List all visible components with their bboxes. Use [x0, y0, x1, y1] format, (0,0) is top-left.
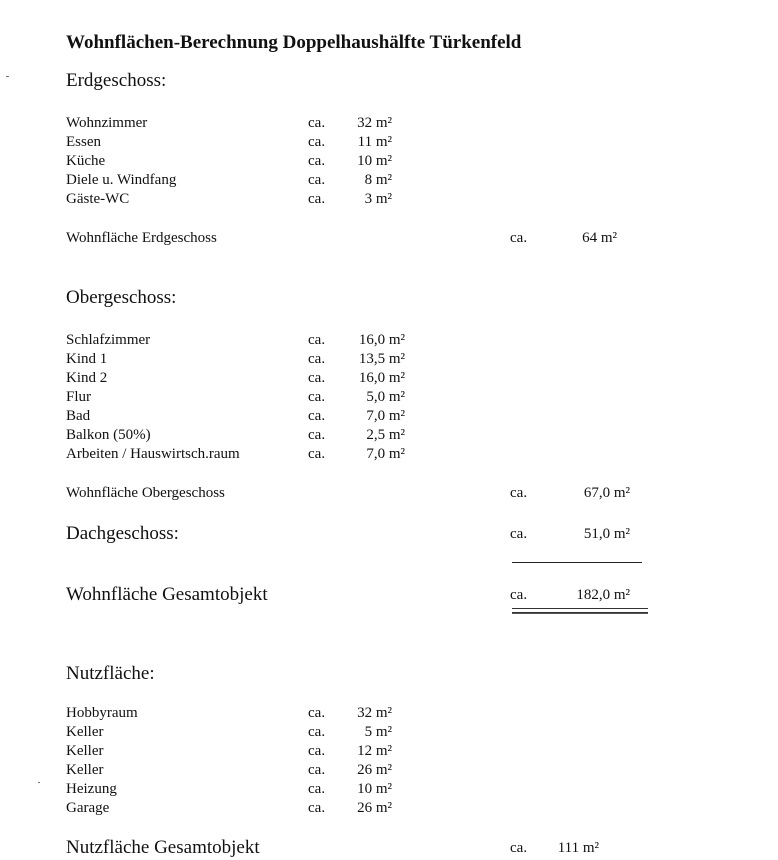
subtotal-label-obergeschoss: Wohnfläche Obergeschoss	[66, 485, 225, 501]
room-area: 3 m²	[364, 191, 392, 207]
sum-underline	[512, 562, 642, 563]
document-title: Wohnflächen-Berechnung Doppelhaushälfte Türkenfeld	[66, 32, 522, 53]
room-area: 32 m²	[357, 115, 392, 131]
room-area: 10 m²	[357, 153, 392, 169]
approx-label: ca.	[308, 762, 326, 778]
room-label: Keller	[66, 724, 104, 740]
room-label: Bad	[66, 408, 91, 424]
room-label: Diele u. Windfang	[66, 172, 177, 188]
room-area: 2,5 m²	[366, 427, 405, 443]
subtotal-value-erdgeschoss: 64 m²	[582, 230, 617, 246]
room-label: Arbeiten / Hauswirtsch.raum	[66, 446, 240, 462]
approx-label: ca.	[510, 485, 528, 501]
approx-label: ca.	[308, 191, 326, 207]
approx-label: ca.	[308, 724, 326, 740]
section-heading-erdgeschoss: Erdgeschoss:	[66, 70, 167, 91]
room-label: Flur	[66, 389, 92, 405]
room-label: Gäste-WC	[66, 191, 130, 207]
approx-label: ca.	[308, 351, 326, 367]
approx-label: ca.	[308, 743, 326, 759]
approx-label: ca.	[308, 427, 326, 443]
room-label: Garage	[66, 800, 110, 816]
total-double-underline	[512, 608, 648, 613]
approx-label: ca.	[510, 230, 528, 246]
room-area: 26 m²	[357, 800, 392, 816]
room-area: 5,0 m²	[366, 389, 405, 405]
room-area: 10 m²	[357, 781, 392, 797]
room-area: 7,0 m²	[366, 408, 405, 424]
room-label: Essen	[66, 134, 101, 150]
approx-label: ca.	[308, 115, 326, 131]
approx-label: ca.	[308, 781, 326, 797]
room-area: 26 m²	[357, 762, 392, 778]
room-area: 32 m²	[357, 705, 392, 721]
approx-label: ca.	[308, 153, 326, 169]
room-area: 11 m²	[357, 134, 392, 150]
room-label: Küche	[66, 153, 106, 169]
section-heading-dachgeschoss: Dachgeschoss:	[66, 523, 179, 544]
approx-label: ca.	[308, 800, 326, 816]
approx-label: ca.	[308, 332, 326, 348]
approx-label: ca.	[510, 526, 528, 542]
scan-speck	[6, 76, 9, 77]
room-area: 8 m²	[364, 172, 392, 188]
approx-label: ca.	[510, 840, 528, 856]
room-area: 16,0 m²	[358, 370, 405, 386]
approx-label: ca.	[308, 134, 326, 150]
approx-label: ca.	[510, 587, 528, 603]
room-area: 13,5 m²	[358, 351, 405, 367]
approx-label: ca.	[308, 172, 326, 188]
room-area: 12 m²	[357, 743, 392, 759]
room-label: Kind 1	[66, 351, 108, 367]
room-label: Keller	[66, 762, 104, 778]
room-label: Kind 2	[66, 370, 108, 386]
approx-label: ca.	[308, 408, 326, 424]
room-label: Schlafzimmer	[66, 332, 151, 348]
scan-speck	[38, 782, 40, 783]
approx-label: ca.	[308, 705, 326, 721]
room-label: Keller	[66, 743, 104, 759]
subtotal-label-erdgeschoss: Wohnfläche Erdgeschoss	[66, 230, 217, 246]
subtotal-value-dachgeschoss: 51,0 m²	[583, 526, 630, 542]
section-heading-nutzflaeche: Nutzfläche:	[66, 663, 155, 684]
room-area: 16,0 m²	[358, 332, 405, 348]
room-area: 7,0 m²	[366, 446, 405, 462]
nutzflaeche-total-label: Nutzfläche Gesamtobjekt	[66, 837, 260, 858]
nutzflaeche-total-value: 111 m²	[557, 840, 599, 856]
room-label: Balkon (50%)	[66, 427, 151, 443]
approx-label: ca.	[308, 370, 326, 386]
grand-total-label: Wohnfläche Gesamtobjekt	[66, 584, 268, 605]
approx-label: ca.	[308, 446, 326, 462]
room-label: Heizung	[66, 781, 117, 797]
room-label: Hobbyraum	[66, 705, 138, 721]
grand-total-value: 182,0 m²	[576, 587, 630, 603]
room-area: 5 m²	[364, 724, 392, 740]
subtotal-value-obergeschoss: 67,0 m²	[583, 485, 630, 501]
approx-label: ca.	[308, 389, 326, 405]
section-heading-obergeschoss: Obergeschoss:	[66, 287, 177, 308]
room-label: Wohnzimmer	[66, 115, 148, 131]
